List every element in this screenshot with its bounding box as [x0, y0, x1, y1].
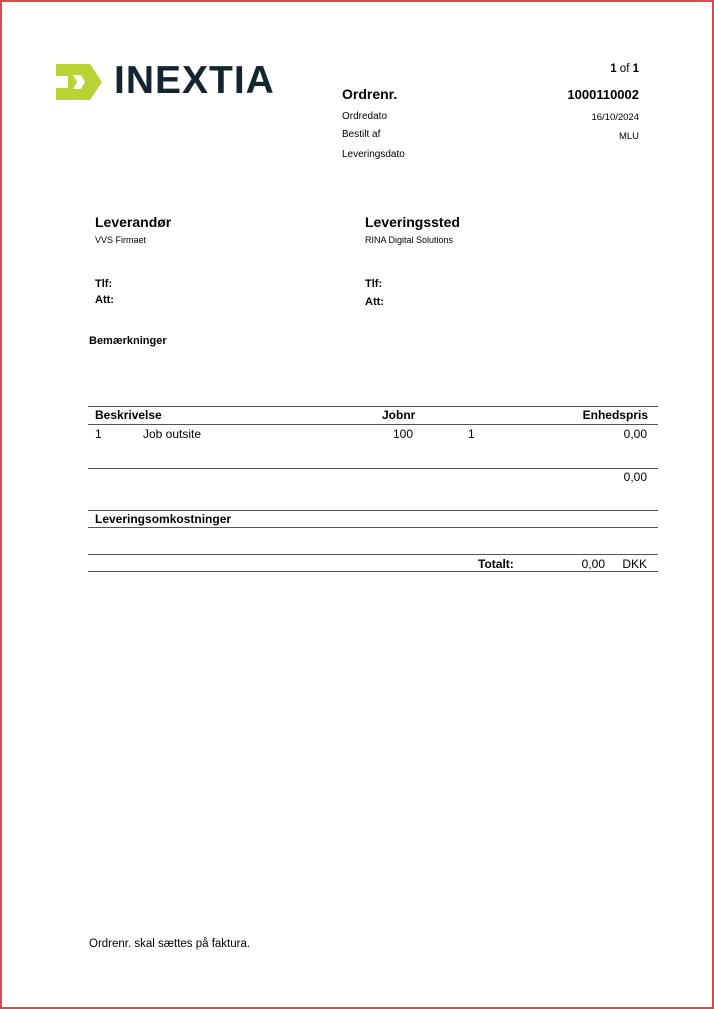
column-header-job: Jobnr — [382, 408, 416, 422]
row-line-number: 1 — [95, 427, 102, 441]
ordered-by-label: Bestilt af — [342, 129, 381, 140]
page-of: of — [619, 63, 630, 75]
delivery-att-label: Att: — [365, 296, 384, 308]
currency-label: DKK — [622, 557, 647, 571]
delivery-costs-top-rule — [88, 510, 658, 511]
page-current: 1 — [610, 63, 617, 75]
total-bottom-rule — [88, 571, 658, 572]
ordered-by-value: MLU — [618, 131, 639, 142]
column-header-description: Beskrivelse — [95, 408, 162, 422]
total-top-rule — [88, 554, 658, 555]
order-number-value: 1000110002 — [567, 87, 639, 102]
delivery-phone-label: Tlf: — [365, 278, 383, 290]
supplier-name: VVS Firmaet — [95, 235, 147, 245]
supplier-title: Leverandør — [95, 214, 172, 230]
delivery-date-label: Leveringsdato — [342, 149, 405, 160]
page-count — [610, 63, 639, 75]
delivery-place-name: RINA Digital Solutions — [365, 235, 454, 245]
table-header-rule — [88, 424, 658, 425]
delivery-place-title: Leveringssted — [365, 214, 460, 230]
delivery-costs-label: Leveringsomkostninger — [95, 512, 232, 526]
supplier-phone-label: Tlf: — [95, 278, 113, 290]
subtotal-rule — [88, 468, 658, 469]
row-description: Job outsite — [143, 427, 202, 441]
delivery-costs-bottom-rule — [88, 527, 658, 528]
table-top-rule — [88, 406, 658, 407]
row-job-number: 100 — [393, 427, 414, 441]
order-date-value: 16/10/2024 — [591, 112, 639, 123]
row-quantity: 1 — [468, 427, 475, 441]
supplier-att-label: Att: — [95, 294, 114, 306]
company-logo-text: INEXTIA — [114, 59, 275, 102]
order-number-label: Ordrenr. — [342, 86, 398, 102]
row-unit-price: 0,00 — [623, 427, 647, 441]
total-value: 0,00 — [581, 557, 605, 571]
subtotal-value: 0,00 — [623, 470, 647, 484]
footer-note: Ordrenr. skal sættes på faktura. — [89, 938, 251, 950]
total-label: Totalt: — [478, 557, 514, 571]
remarks-label: Bemærkninger — [89, 335, 167, 347]
column-header-unit-price: Enhedspris — [582, 408, 648, 422]
page-total: 1 — [632, 63, 639, 75]
order-date-label: Ordredato — [342, 111, 388, 122]
inextia-logo-icon — [56, 62, 102, 102]
